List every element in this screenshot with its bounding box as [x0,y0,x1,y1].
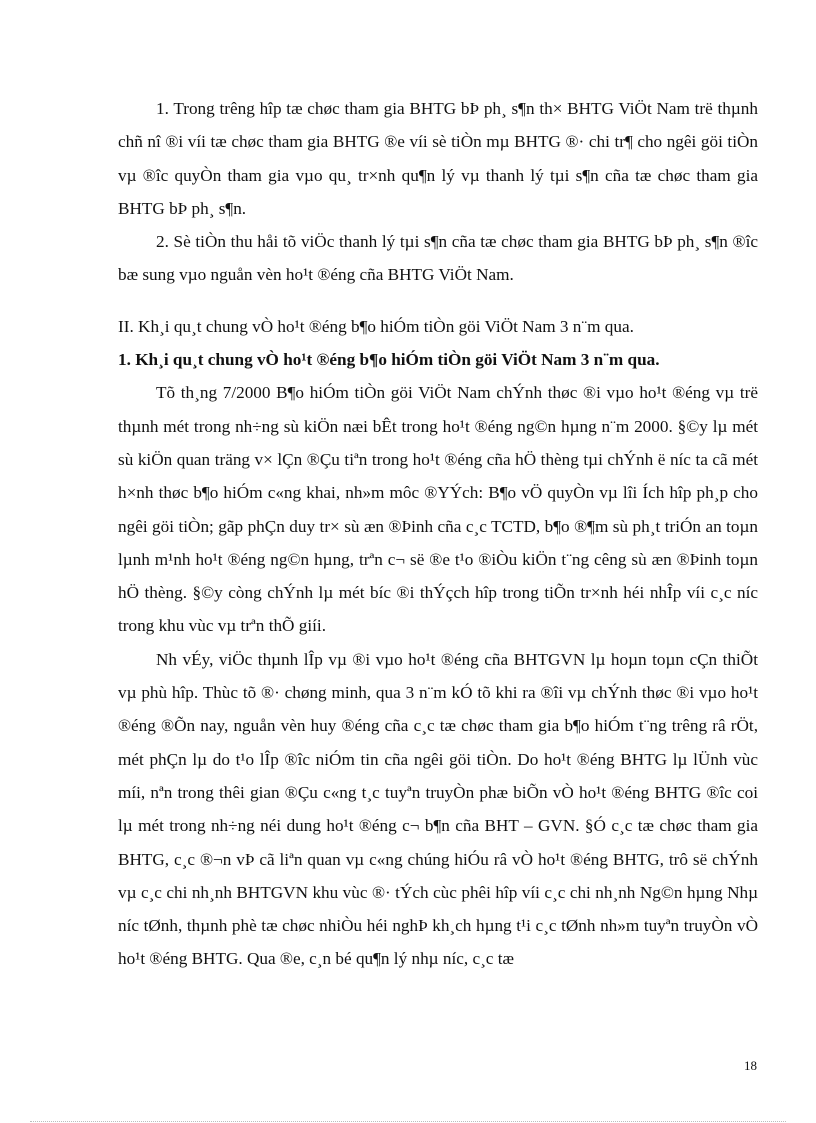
sub-heading: 1. Kh¸i qu¸t chung vÒ ho¹t ®éng b¶o hiÓm tiÒn göi ViÖt Nam 3 n¨m qua. [118,350,660,370]
section-heading: II. Kh¸i qu¸t chung vÒ ho¹t ®éng b¶o hiÓm tiÒn göi ViÖt Nam 3 n¨m qua. [118,316,634,336]
paragraph-4: Nh vÉy, viÖc thµnh lÎp vµ ®i vµo ho¹t ®éng cña BHTGVN lµ hoµn toµn cÇn thiÕt vµ phù hîp. Thùc tõ ®· chøng minh, qua 3 n¨m kÓ tõ khi ra ®îi vµ chÝnh thøc ®i vµo ho¹t ®éng ®Õn nay, nguån vèn huy ®éng cña c¸c tæ chøc tham gia b¶o hiÓm t¨ng trêng râ rÖt, mét phÇn lµ do t¹o lÎp ®îc niÓm tin cña ngêi göi tiÒn. Do ho¹t ®éng BHTG lµ lÜnh vùc míi, nªn trong thêi gian ®Çu c«ng t¸c tuyªn truyÒn phæ biÕn vÒ ho¹t ®éng BHTG ®îc coi lµ mét trong nh÷ng néi dung ho¹t ®éng c¬ b¶n cña BHT – GVN. §Ó c¸c tæ chøc tham gia BHTG, c¸c ®¬n vÞ cã liªn quan vµ c«ng chúng hiÓu râ vÒ ho¹t ®éng BHTG, trô së chÝnh vµ c¸c chi nh¸nh BHTGVN khu vùc ®· tÝch cùc phêi hîp víi c¸c chi nh¸nh Ng©n hµng Nhµ níc tØnh, thµnh phè tæ chøc nhiÒu héi nghÞ kh¸ch hµng t¹i c¸c tØnh nh»m tuyªn truyÒn vÒ ho¹t ®éng BHTG. Qua ®e, c¸n bé qu¶n lý nhµ níc, c¸c tæ [118,649,758,969]
paragraph-1: 1. Trong trêng hîp tæ chøc tham gia BHTG bÞ ph¸ s¶n th× BHTG ViÖt Nam trë thµnh chñ nî ®i víi tæ chøc tham gia BHTG ®e víi sè tiÒn mµ BHTG ®· chi tr¶ cho ngêi göi tiÒn vµ ®îc quyÒn tham gia vµo qu¸ tr×nh qu¶n lý vµ thanh lý tµi s¶n cña tæ chøc tham gia BHTG bÞ ph¸ s¶n. [118,99,758,218]
paragraph-3: Tõ th¸ng 7/2000 B¶o hiÓm tiÒn göi ViÖt Nam chÝnh thøc ®i vµo ho¹t ®éng vµ trë thµnh mét trong nh÷ng sù kiÖn næi bÊt trong ho¹t ®éng ng©n hµng n¨m 2000. §©y lµ mét sù kiÖn quan träng v× lÇn ®Çu tiªn trong ho¹t ®éng cña hÖ thèng tµi chÝnh ë níc ta cã mét h×nh thøc b¶o hiÓm c«ng khai, nh»m môc ®YÝch: B¶o vÖ quyÒn vµ lîi Ích hîp ph¸p cho ngêi göi tiÒn; gãp phÇn duy tr× sù æn ®Þinh cña c¸c TCTD, b¶o ®¶m sù ph¸t triÓn an toµn lµnh m¹nh ho¹t ®éng ng©n hµng, trªn c¬ së ®e t¹o ®iÒu kiÖn t¨ng cêng sù æn ®Þinh toµn hÖ thèng. §©y còng chÝnh lµ mét bíc ®i thÝçch hîp trong tiÕn tr×nh héi nhÎp víi c¸c níc trong khu vùc vµ trªn thÕ giíi. [118,383,758,636]
document-body [118,92,758,976]
page-number: 18 [744,1058,757,1073]
footer-divider [30,1121,786,1122]
section-spacer [118,292,758,310]
paragraph-2: 2. Sè tiÒn thu håi tõ viÖc thanh lý tµi s¶n cña tæ chøc tham gia BHTG bÞ ph¸ s¶n ®îc bæ sung vµo nguån vèn ho¹t ®éng cña BHTG ViÖt Nam. [118,232,758,285]
